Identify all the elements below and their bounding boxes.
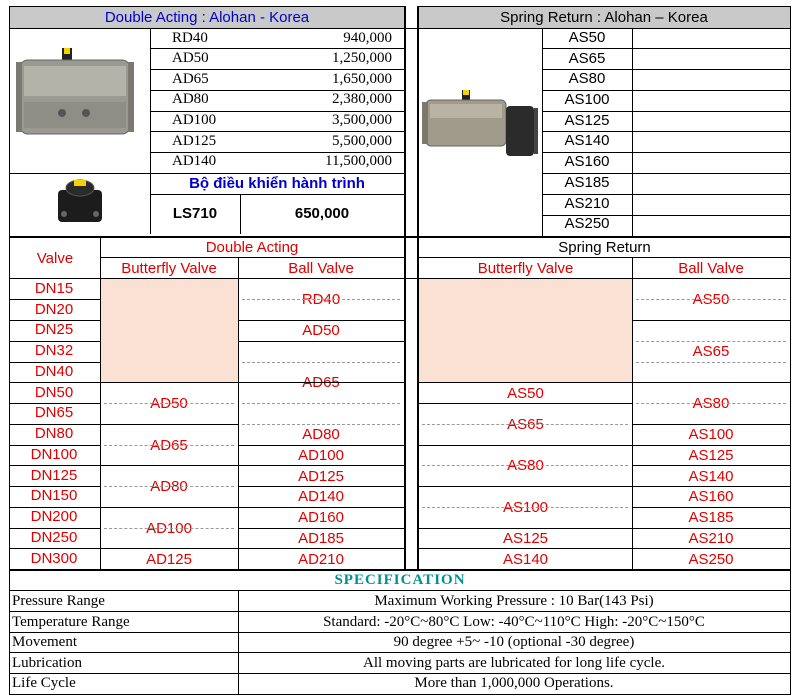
border-line [632,548,790,549]
da-ball-ad100: AD100 [298,447,344,464]
border-line [238,507,404,508]
da-butterfly-ad65: AD65 [150,436,188,454]
dashed-line [636,341,786,342]
da-butterfly-header: Butterfly Valve [121,259,217,277]
size-dn15: DN15 [34,280,74,297]
da-butterfly-ad125: AD125 [146,550,192,568]
limit-switch-box-image [48,176,112,228]
border-line [9,445,101,446]
da-butterfly-ad50: AD50 [150,395,188,412]
border-line [238,486,404,487]
border-line [632,320,790,321]
border-line [632,424,790,425]
sr-model: AS80 [568,70,606,88]
sr-model: AS210 [564,194,610,212]
specification-title: SPECIFICATION [334,572,466,588]
border-line [632,507,790,508]
da-butterfly-ad100: AD100 [146,519,192,537]
border-line [238,548,404,549]
spec-label-life-cycle: Life Cycle [12,675,76,691]
border-line [9,694,791,695]
sr-butterfly-as65: AS65 [507,415,544,433]
border-line [9,236,791,238]
border-line [542,111,790,112]
border-line [542,194,790,195]
border-line [9,362,101,363]
border-line [9,528,101,529]
controller-title: Bộ điều khiển hành trình [189,175,365,192]
border-line [100,548,238,549]
border-line [150,194,404,195]
size-dn40: DN40 [34,363,74,380]
model-name: AD140 [172,153,217,170]
sr-ball-as80: AS80 [692,395,730,412]
border-line [9,6,791,7]
sr-model: AS140 [564,132,610,150]
border-line [418,486,632,487]
da-ball-ad160: AD160 [298,509,344,526]
border-line [632,465,790,466]
border-line [150,48,404,49]
da-ball-header: Ball Valve [288,259,354,277]
border-line [418,382,632,383]
model-name: AD125 [172,132,217,149]
valve-header: Valve [36,249,74,267]
sr-butterfly-header: Butterfly Valve [477,259,574,277]
size-dn20: DN20 [34,301,74,318]
da-ball-ad80: AD80 [302,425,340,443]
sr-ball-as210: AS210 [688,530,734,547]
double-acting-title: Double Acting : Alohan - Korea [10,7,404,28]
dashed-line [104,445,234,446]
empty-cell-sr-butterfly [419,279,632,383]
border-line [150,90,404,91]
dashed-line [104,528,234,529]
border-line [542,131,790,132]
sr-butterfly-as80: AS80 [507,457,544,474]
da-ball-ad125: AD125 [298,467,344,485]
size-dn25: DN25 [34,321,74,338]
border-line [238,320,404,321]
size-dn65: DN65 [34,404,74,421]
sr-ball-as100: AS100 [688,426,734,443]
spec-label-lubrication: Lubrication [12,655,82,671]
border-line [632,382,790,383]
border-line [542,152,790,153]
spec-label-temperature: Temperature Range [12,614,130,630]
sr-model: AS100 [564,91,610,109]
double-acting-actuator-image [16,46,134,146]
border-line [238,257,239,570]
border-line [100,382,238,383]
border-line [9,424,101,425]
da-ball-ad65: AD65 [302,373,340,391]
sr-model: AS65 [568,49,606,67]
border-line [9,673,791,674]
border-line [9,652,791,653]
size-dn32: DN32 [34,342,74,359]
size-dn300: DN300 [30,550,78,567]
sr-ball-as160: AS160 [688,488,734,505]
da-butterfly-ad80: AD80 [150,478,188,495]
size-dn125: DN125 [30,467,78,484]
border-line [9,6,10,695]
border-line [100,507,238,508]
border-line [100,257,404,258]
model-name: RD40 [172,30,208,46]
border-line [9,320,101,321]
model-price: 11,500,000 [325,153,392,170]
panel-gap [406,6,417,570]
border-line [9,611,791,612]
border-line [238,465,404,466]
spec-value-movement: 90 degree +5~ -10 (optional -30 degree) [393,634,635,650]
border-line [238,382,404,383]
da-ball-ad50: AD50 [302,322,340,339]
spring-return-title: Spring Return : Alohan – Korea [418,7,790,28]
da-ball-ad140: AD140 [298,488,344,505]
spring-return-header: Spring Return [558,238,651,256]
size-dn150: DN150 [30,487,78,504]
border-line [418,445,632,446]
empty-cell-da-butterfly [100,279,238,383]
size-dn250: DN250 [30,529,78,546]
border-line [632,445,790,446]
border-line [418,403,632,404]
border-line [542,90,790,91]
dashed-line [422,424,628,425]
border-line [9,278,791,279]
sr-butterfly-as125: AS125 [502,530,549,547]
sr-butterfly-as50: AS50 [507,384,544,402]
border-line [9,465,101,466]
sr-model: AS250 [564,215,610,233]
dashed-line [104,403,234,404]
sr-ball-as185: AS185 [688,509,734,526]
model-name: AD65 [172,70,209,87]
model-name: AD100 [172,112,217,129]
border-line [9,173,405,174]
dashed-line [242,299,400,300]
border-line [150,152,404,153]
border-line [542,69,790,70]
sr-model: AS125 [564,111,610,129]
spec-value-temperature: Standard: -20°C~80°C Low: -40°C~110°C High: -20°C~150°C [323,614,705,630]
model-name: AD50 [172,50,209,66]
sr-ball-as65: AS65 [692,343,730,360]
sr-model: AS185 [564,173,610,191]
size-dn100: DN100 [30,446,78,463]
model-price: 1,250,000 [332,50,392,66]
border-line [632,257,633,570]
border-line [632,28,633,236]
border-line [790,6,791,695]
model-price: 940,000 [343,30,392,46]
border-line [9,548,101,549]
da-ball-rd40: RD40 [301,291,341,308]
sr-ball-as125: AS125 [688,447,734,464]
size-dn200: DN200 [30,508,78,525]
border-line [542,173,790,174]
sr-butterfly-as100: AS100 [502,498,549,516]
dashed-line [104,486,234,487]
dashed-line [422,507,628,508]
border-line [542,28,543,236]
spec-label-movement: Movement [12,634,77,650]
spec-value-lubrication: All moving parts are lubricated for long life cycle. [363,655,665,671]
border-line [9,382,101,383]
border-line [418,257,790,258]
sr-butterfly-as140: AS140 [502,550,549,568]
controller-model: LS710 [172,205,218,222]
dashed-line [422,465,628,466]
spring-return-actuator-image [422,88,540,162]
sr-model: AS50 [568,29,606,46]
size-dn80: DN80 [34,425,74,442]
border-line [9,569,791,571]
spec-label-pressure: Pressure Range [12,593,105,609]
border-line [632,486,790,487]
border-line [238,590,239,694]
model-price: 1,650,000 [332,70,392,87]
border-line [238,341,404,342]
sr-model: AS160 [564,153,610,171]
border-line [100,465,238,466]
border-line [9,486,101,487]
border-line [9,341,101,342]
double-acting-price-list [150,28,404,172]
dashed-line [242,403,400,404]
spec-value-pressure: Maximum Working Pressure : 10 Bar(143 Psi) [374,593,654,609]
border-line [9,299,101,300]
model-name: AD80 [172,91,209,108]
dashed-line [242,362,400,363]
border-line [9,507,101,508]
border-line [632,528,790,529]
model-price: 2,380,000 [332,91,392,108]
model-price: 5,500,000 [332,132,392,149]
border-line [418,548,632,549]
border-line [240,194,241,234]
sr-ball-as140: AS140 [688,467,734,485]
model-price: 3,500,000 [332,112,392,129]
border-line [418,528,632,529]
border-line [100,424,238,425]
spec-value-life-cycle: More than 1,000,000 Operations. [414,675,614,691]
dashed-line [242,424,400,425]
da-ball-ad210: AD210 [298,550,344,568]
sr-ball-as250: AS250 [688,550,734,568]
da-ball-ad185: AD185 [298,530,344,547]
sr-ball-as50: AS50 [692,291,730,308]
border-line [9,403,101,404]
border-line [150,69,404,70]
border-line [9,590,791,591]
size-dn50: DN50 [34,384,74,401]
dashed-line [636,299,786,300]
dashed-line [636,403,786,404]
sr-ball-header: Ball Valve [678,259,744,277]
border-line [542,48,790,49]
border-line [9,28,791,29]
border-line [238,445,404,446]
dashed-line [636,362,786,363]
controller-price: 650,000 [294,205,350,222]
border-line [542,215,790,216]
double-acting-header: Double Acting [205,238,299,256]
border-line [150,111,404,112]
border-line [9,632,791,633]
border-line [238,528,404,529]
border-line [150,131,404,132]
